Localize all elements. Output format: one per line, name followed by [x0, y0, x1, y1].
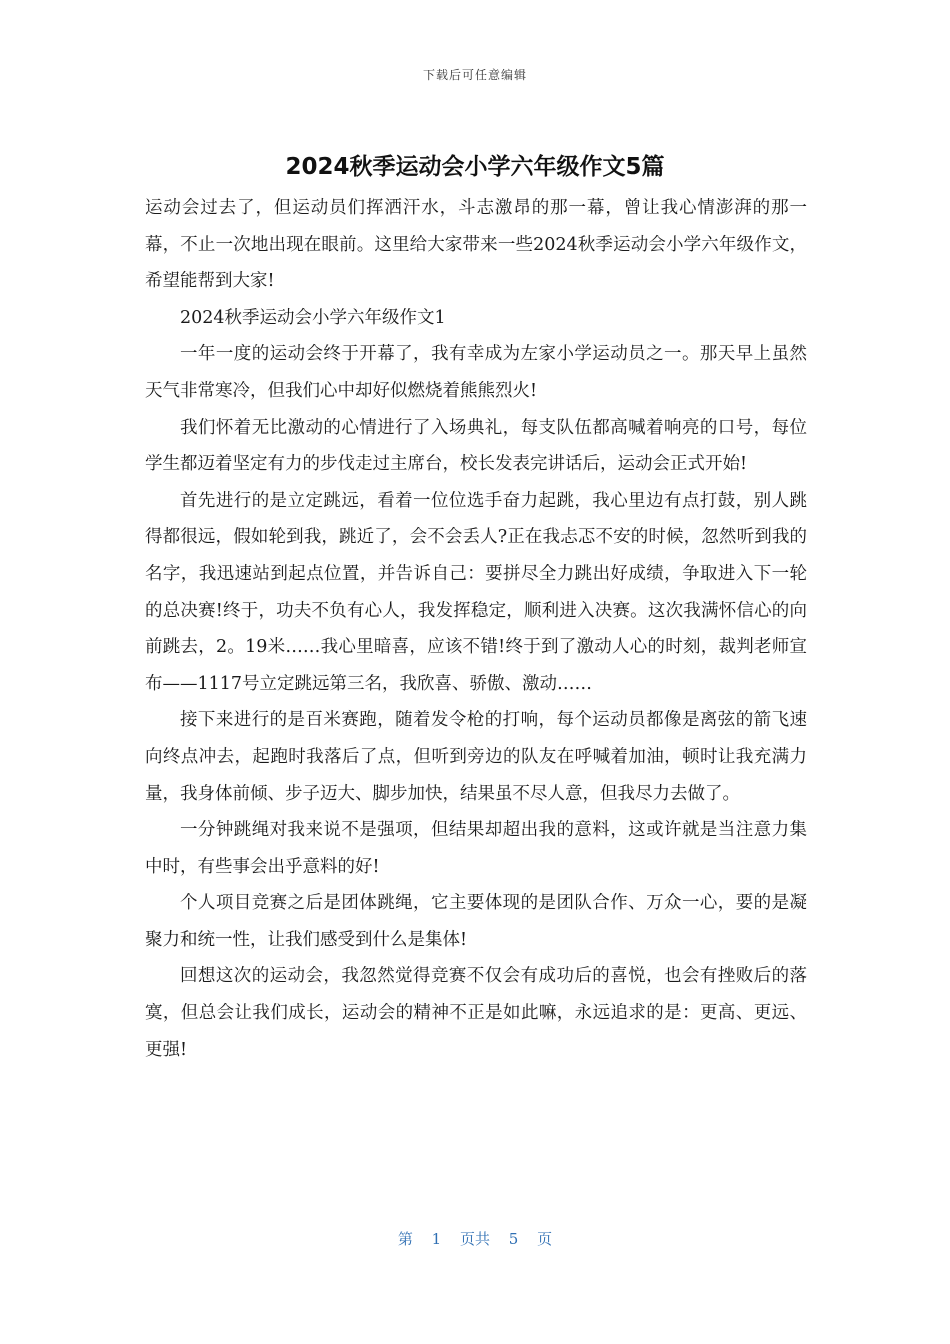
body-paragraph: 一分钟跳绳对我来说不是强项，但结果却超出我的意料，这或许就是当注意力集中时，有些事会出乎意料的好! — [145, 820, 807, 877]
body-paragraph: 我们怀着无比激动的心情进行了入场典礼，每支队伍都高喊着响亮的口号，每位学生都迈着坚定有力的步伐走过主席台，校长发表完讲话后，运动会正式开始! — [145, 417, 807, 475]
document-body — [145, 190, 807, 1068]
intro-paragraph: 运动会过去了，但运动员们挥洒汗水，斗志激昂的那一幕，曾让我心情澎湃的那一幕，不止一次地出现在眼前。这里给大家带来一些2024秋季运动会小学六年级作文，希望能帮到大家! — [145, 198, 807, 292]
page-header-note: 下载后可任意编辑 — [422, 68, 527, 82]
body-paragraph: 回想这次的运动会，我忽然觉得竞赛不仅会有成功后的喜悦，也会有挫败后的落寞，但总会让我们成长，运动会的精神不正是如此嘛，永远追求的是：更高、更远、更强! — [145, 966, 807, 1060]
body-paragraph: 个人项目竞赛之后是团体跳绳，它主要体现的是团队合作、万众一心，要的是凝聚力和统一性，让我们感受到什么是集体! — [145, 893, 807, 950]
section-heading: 2024秋季运动会小学六年级作文1 — [180, 307, 446, 328]
body-paragraph: 接下来进行的是百米赛跑，随着发令枪的打响，每个运动员都像是离弦的箭飞速向终点冲去，起跑时我落后了点，但听到旁边的队友在呼喊着加油，顿时让我充满力量，我身体前倾、步子迈大、脚步加快，结果虽不尽人意，但我尽力去做了。 — [145, 710, 807, 804]
page-number-footer: 第 1 页共 5 页 — [397, 1230, 553, 1248]
body-paragraph: 首先进行的是立定跳远，看着一位位选手奋力起跳，我心里边有点打鼓，别人跳得都很远，假如轮到我，跳近了，会不会丢人?正在我忐忑不安的时候，忽然听到我的名字，我迅速站到起点位置，并告诉自己：要拼尽全力跳出好成绩，争取进入下一轮的总决赛!终于，功夫不负有心人，我发挥稳定，顺利进入决赛。这次我满怀信心的向前跳去，2。19米……我心里暗喜，应该不错!终于到了激动人心的时刻，裁判老师宣布——1117号立定跳远第三名，我欣喜、骄傲、激动…… — [145, 490, 807, 694]
body-paragraph: 一年一度的运动会终于开幕了，我有幸成为左家小学运动员之一。那天早上虽然天气非常寒冷，但我们心中却好似燃烧着熊熊烈火! — [145, 344, 807, 401]
document-title: 2024秋季运动会小学六年级作文5篇 — [285, 154, 665, 180]
